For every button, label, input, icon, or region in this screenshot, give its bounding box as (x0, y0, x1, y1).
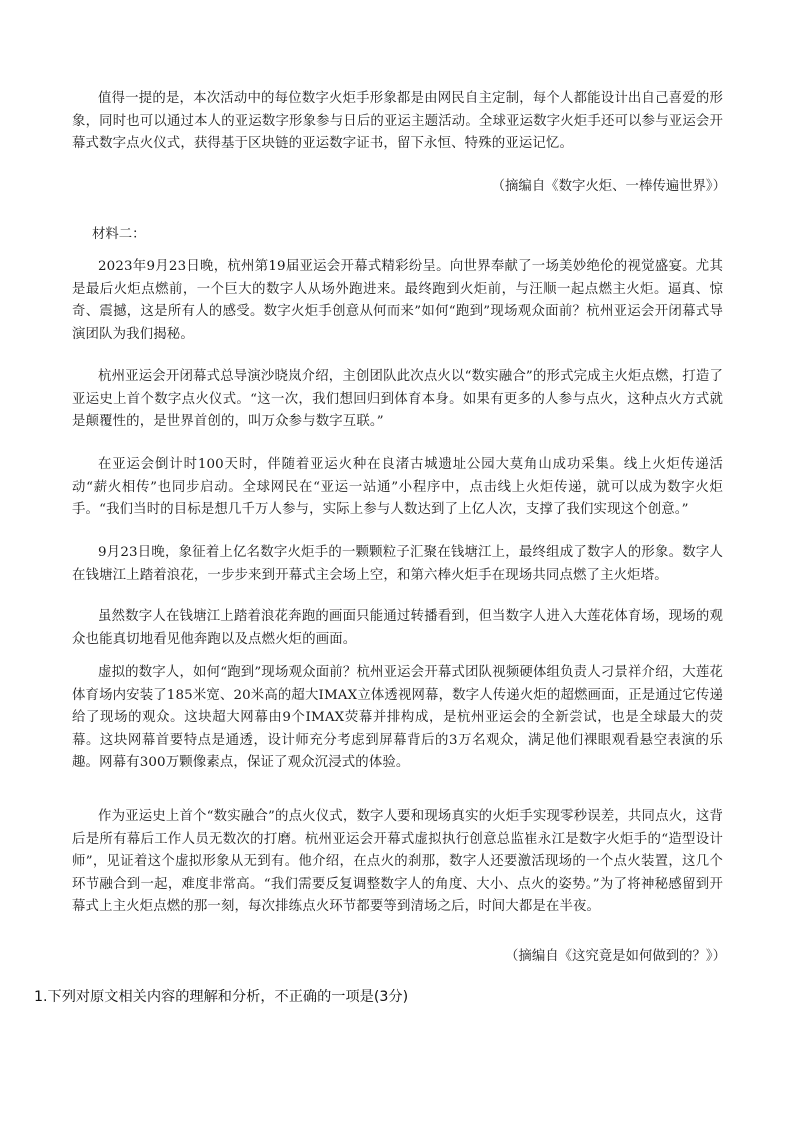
material2-paragraph-3: 在亚运会倒计时100天时，伴随着亚运火种在良渚古城遗址公园大莫角山成功采集。线上火炬传递活动“薪火相传”也同步启动。全球网民在“亚运一站通”小程序中，点击线上火炬传递，就可以成为数字火炬手。“我们当时的目标是想几千万人参与，实际上参与人数达到了上亿人次，支撑了我们实现这个创意。” (72, 457, 723, 517)
question-1: 1.下列对原文相关内容的理解和分析，不正确的一项是(3分) (34, 989, 409, 1005)
material2-paragraph-6: 虚拟的数字人，如何“跑到”现场观众面前？杭州亚运会开幕式团队视频硬体组负责人刁景祥介绍，大莲花体育场内安装了185米宽、20米高的超大IMAX立体透视网幕，数字人传递火炬的超燃画面，正是通过它传递给了现场的观众。这块超大网幕由9个IMAX荧幕并排构成，是杭州亚运会的全新尝试，也是全球最大的荧幕。这块网幕首要特点是通透，设计师充分考虑到屏幕背后的3万名观众，满足他们裸眼观看悬空表演的乐趣。网幕有300万颗像素点，保证了观众沉浸式的体验。 (72, 665, 723, 770)
material2-paragraph-2: 杭州亚运会开闭幕式总导演沙晓岚介绍，主创团队此次点火以“数实融合”的形式完成主火炬点燃，打造了亚运史上首个数字点火仪式。“这一次，我们想回归到体育本身。如果有更多的人参与点火，这种点火方式就是颠覆性的，是世界首创的，叫万众参与数字互联。” (72, 369, 723, 429)
material2-paragraph-1: 2023年9月23日晚，杭州第19届亚运会开幕式精彩纷呈。向世界奉献了一场美妙绝伦的视觉盛宴。尤其是最后火炬点燃前，一个巨大的数字人从场外跑进来。最终跑到火炬前，与汪顺一起点燃主火炬。逼真、惊奇、震撼，这是所有人的感受。数字火炬手创意从何而来”如何“跑到”现场观众面前？杭州亚运会开闭幕式导演团队为我们揭秘。 (72, 259, 723, 342)
material1-source: （摘编自《数字火炬、一棒传遍世界》） (491, 179, 726, 194)
material2-source: （摘编自《这究竟是如何做到的？》） (505, 949, 726, 964)
material2-paragraph-4: 9月23日晚，象征着上亿名数字火炬手的一颗颗粒子汇聚在钱塘江上，最终组成了数字人的形象。数字人在钱塘江上踏着浪花，一步步来到开幕式主会场上空，和第六棒火炬手在现场共同点燃了主火炬塔。 (72, 545, 723, 583)
material2-heading: 材料二： (92, 227, 146, 242)
material2-paragraph-7: 作为亚运史上首个“数实融合”的点火仪式，数字人要和现场真实的火炬手实现零秒误差，共同点火，这背后是所有幕后工作人员无数次的打磨。杭州亚运会开幕式虚拟执行创意总监崔永江是数字火炬手的“造型设计师”，见证着这个虚拟形象从无到有。他介绍，在点火的刹那，数字人还要激活现场的一个点火装置，这几个环节融合到一起，难度非常高。“我们需要反复调整数字人的角度、大小、点火的姿势。”为了将神秘感留到开幕式上主火炬点燃的那一刻，每次排练点火环节都要等到清场之后，时间大都是在半夜。 (72, 809, 723, 914)
material1-paragraph: 值得一提的是，本次活动中的每位数字火炬手形象都是由网民自主定制，每个人都能设计出自己喜爱的形象，同时也可以通过本人的亚运数字形象参与日后的亚运主题活动。全球亚运数字火炬手还可以参与亚运会开幕式数字点火仪式，获得基于区块链的亚运数字证书，留下永恒、特殊的亚运记忆。 (72, 91, 723, 151)
material2-paragraph-5: 虽然数字人在钱塘江上踏着浪花奔跑的画面只能通过转播看到，但当数字人进入大莲花体育场，现场的观众也能真切地看见他奔跑以及点燃火炬的画面。 (72, 609, 723, 647)
